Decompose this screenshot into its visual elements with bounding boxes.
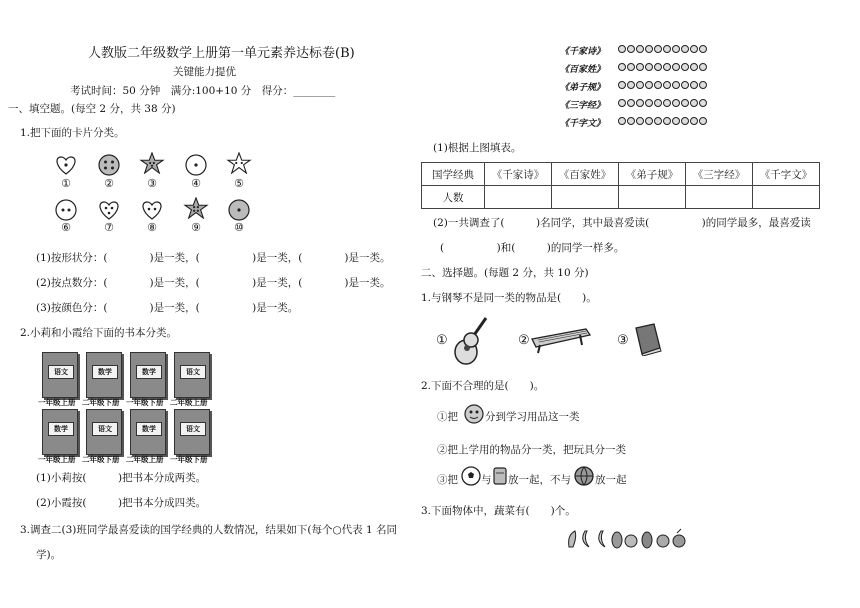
table-header-cell: 《千字文》 <box>753 163 820 186</box>
section-2-heading: 二、选择题。(每题 2 分，共 10 分) <box>421 267 589 279</box>
pictograph-circle <box>618 45 626 53</box>
pictograph-circle <box>690 45 698 53</box>
heart-card-icon <box>139 199 165 221</box>
choice-question-2: 2.下面不合理的是( )。 <box>421 380 545 392</box>
card-number: ⑨ <box>191 221 201 234</box>
book-subject: 语文 <box>180 365 206 379</box>
page-title: 人教版二年级数学上册第一单元素养达标卷(B) <box>88 46 355 61</box>
pictograph-circle <box>645 45 653 53</box>
pictograph-circle <box>645 117 653 125</box>
reading-stats-table <box>421 162 820 209</box>
pictograph-row <box>618 45 707 53</box>
pictograph-circle <box>681 45 689 53</box>
book-caption: 一年级上册 <box>38 455 76 464</box>
pictograph-row <box>618 117 707 125</box>
pictograph-circle <box>663 99 671 107</box>
heart-card-icon <box>53 154 79 176</box>
choice-2-option-c-part-3: 放一起，不与 <box>508 474 571 486</box>
question-2-part-2: (2)小霞按( )把书本分成四类。 <box>36 497 207 509</box>
pictograph-circle <box>654 99 662 107</box>
pictograph-circle <box>690 117 698 125</box>
book-icon <box>174 409 210 455</box>
soccer-ball-icon <box>461 466 481 486</box>
pictograph-circle <box>636 45 644 53</box>
card-number: ⑦ <box>104 221 114 234</box>
book-subject: 数学 <box>136 365 162 379</box>
pictograph-circle <box>618 99 626 107</box>
pictograph-circle <box>681 63 689 71</box>
pictograph-circle <box>672 117 680 125</box>
pictograph-circle <box>699 81 707 89</box>
pictograph-circle <box>627 117 635 125</box>
pictograph-circle <box>681 99 689 107</box>
pictograph-circle <box>699 99 707 107</box>
book-icon <box>86 352 122 398</box>
book-caption: 二年级上册 <box>126 455 164 464</box>
pictograph-circle <box>690 63 698 71</box>
pictograph-circle <box>618 63 626 71</box>
table-row <box>422 186 820 209</box>
question-3-part-2-line-1: (2)一共调查了( )名同学，其中最喜爱读( )的同学最多，最喜爱读 <box>433 217 811 229</box>
pictograph-circle <box>672 81 680 89</box>
book-caption: 一年级下册 <box>126 398 164 407</box>
pictograph-circle <box>645 63 653 71</box>
pictograph-circle <box>672 63 680 71</box>
question-1-part-1: (1)按形状分：( )是一类，( )是一类，( )是一类。 <box>36 252 391 264</box>
book-caption: 二年级下册 <box>82 455 120 464</box>
pictograph-circle <box>654 81 662 89</box>
question-3-part-2-line-2: ( )和( )的同学一样多。 <box>440 242 625 254</box>
pencil-case-icon <box>492 466 508 486</box>
choice-question-1: 1.与钢琴不是同一类的物品是( )。 <box>421 292 597 304</box>
choice-2-option-c-part-4: 放一起 <box>595 474 627 486</box>
book-icon <box>174 352 210 398</box>
book-subject: 语文 <box>92 422 118 436</box>
pictograph-circle <box>636 117 644 125</box>
book-subject: 语文 <box>48 365 74 379</box>
pictograph-circle <box>636 63 644 71</box>
pictograph-label: 《百家姓》 <box>560 65 606 75</box>
pictograph-row <box>618 63 707 71</box>
choice-2-option-c-part-1: ③把 <box>437 474 458 486</box>
answer-cell[interactable] <box>686 186 753 209</box>
option-number: ① <box>436 333 448 348</box>
circle-card-icon <box>53 199 79 221</box>
pictograph-circle <box>681 117 689 125</box>
book-subject: 语文 <box>180 422 206 436</box>
question-2: 2.小莉和小霞给下面的书本分类。 <box>20 327 178 339</box>
pictograph-circle <box>654 117 662 125</box>
question-3-line-2: 学)。 <box>36 549 62 561</box>
table-row-label: 人数 <box>422 186 485 209</box>
pictograph-circle <box>636 99 644 107</box>
pictograph-circle <box>663 117 671 125</box>
answer-cell[interactable] <box>485 186 552 209</box>
option-number: ② <box>518 333 530 348</box>
pictograph-circle <box>672 45 680 53</box>
pictograph-circle <box>663 81 671 89</box>
book-icon <box>130 409 166 455</box>
circle-card-icon <box>183 154 209 176</box>
card-number: ④ <box>191 177 201 190</box>
answer-cell[interactable] <box>619 186 686 209</box>
question-3-line-1: 3.调查二(3)班同学最喜爱读的国学经典的人数情况，结果如下(每个○代表 1 名同 <box>20 524 398 536</box>
card-number: ② <box>104 177 114 190</box>
choice-2-option-b: ②把上学用的物品分一类，把玩具分一类 <box>437 444 626 456</box>
pictograph-circle <box>699 63 707 71</box>
pictograph-circle <box>618 81 626 89</box>
guzheng-icon <box>530 325 592 355</box>
produce-items-icon <box>565 527 691 551</box>
card-number: ⑥ <box>61 221 71 234</box>
star-card-icon <box>139 152 165 174</box>
pictograph-circle <box>654 63 662 71</box>
pictograph-circle <box>681 81 689 89</box>
pictograph-circle <box>690 81 698 89</box>
pictograph-circle <box>645 81 653 89</box>
table-header-cell: 《千家诗》 <box>485 163 552 186</box>
circle-card-icon <box>226 199 252 221</box>
pictograph-circle <box>627 81 635 89</box>
book-caption: 一年级上册 <box>38 398 76 407</box>
table-header-cell: 《百家姓》 <box>552 163 619 186</box>
star-card-icon <box>183 197 209 219</box>
book-caption: 二年级下册 <box>82 398 120 407</box>
section-1-heading: 一、填空题。(每空 2 分，共 38 分) <box>8 103 176 115</box>
pictograph-circle <box>663 45 671 53</box>
card-number: ① <box>61 177 71 190</box>
pictograph-row <box>618 99 707 107</box>
question-1: 1.把下面的卡片分类。 <box>20 127 125 139</box>
pictograph-circle <box>636 81 644 89</box>
table-header-cell: 《三字经》 <box>686 163 753 186</box>
page-subtitle: 关键能力提优 <box>173 66 236 78</box>
choice-question-3: 3.下面物体中，蔬菜有( )个。 <box>421 505 576 517</box>
table-header-cell: 国学经典 <box>422 163 485 186</box>
question-1-part-2: (2)按点数分：( )是一类，( )是一类，( )是一类。 <box>36 277 391 289</box>
pictograph-circle <box>663 63 671 71</box>
guitar-icon <box>450 316 490 366</box>
pictograph-circle <box>627 99 635 107</box>
basketball-icon <box>574 466 594 486</box>
table-header-row <box>422 163 820 186</box>
book-subject: 数学 <box>48 422 74 436</box>
pictograph-circle <box>690 99 698 107</box>
heart-card-icon <box>96 199 122 221</box>
book-icon <box>130 352 166 398</box>
circle-card-icon <box>96 154 122 176</box>
toy-icon <box>463 403 485 425</box>
choice-2-option-c-part-2: 与 <box>481 474 492 486</box>
pictograph-circle <box>627 45 635 53</box>
question-3-part-1: (1)根据上图填表。 <box>433 142 522 154</box>
book-caption: 二年级上册 <box>170 398 208 407</box>
pictograph-label: 《三字经》 <box>560 101 606 111</box>
answer-cell[interactable] <box>552 186 619 209</box>
pictograph-circle <box>627 63 635 71</box>
pictograph-circle <box>654 45 662 53</box>
card-number: ③ <box>147 177 157 190</box>
answer-cell[interactable] <box>753 186 820 209</box>
pictograph-circle <box>618 117 626 125</box>
book-icon <box>632 322 664 356</box>
option-number: ③ <box>617 333 629 348</box>
card-number: ⑧ <box>147 221 157 234</box>
pictograph-label: 《千家诗》 <box>560 47 606 57</box>
question-2-part-1: (1)小莉按( )把书本分成两类。 <box>36 472 207 484</box>
card-number: ⑤ <box>234 177 244 190</box>
pictograph-circle <box>699 45 707 53</box>
star-card-icon <box>226 152 252 174</box>
card-number: ⑩ <box>234 221 244 234</box>
book-subject: 数学 <box>136 422 162 436</box>
book-caption: 一年级下册 <box>170 455 208 464</box>
pictograph-circle <box>699 117 707 125</box>
book-icon <box>42 409 78 455</box>
book-icon <box>42 352 78 398</box>
pictograph-row <box>618 81 707 89</box>
pictograph-label: 《弟子规》 <box>560 83 606 93</box>
pictograph-circle <box>672 99 680 107</box>
table-header-cell: 《弟子规》 <box>619 163 686 186</box>
question-1-part-3: (3)按颜色分：( )是一类，( )是一类。 <box>36 302 299 314</box>
choice-2-option-a-prefix: ①把 <box>437 411 458 423</box>
book-icon <box>86 409 122 455</box>
pictograph-circle <box>645 99 653 107</box>
exam-info: 考试时间：50 分钟 满分:100+10 分 得分：________ <box>70 85 336 97</box>
pictograph-label: 《千字文》 <box>560 119 606 129</box>
choice-2-option-a-suffix: 分到学习用品这一类 <box>485 411 580 423</box>
book-subject: 数学 <box>92 365 118 379</box>
